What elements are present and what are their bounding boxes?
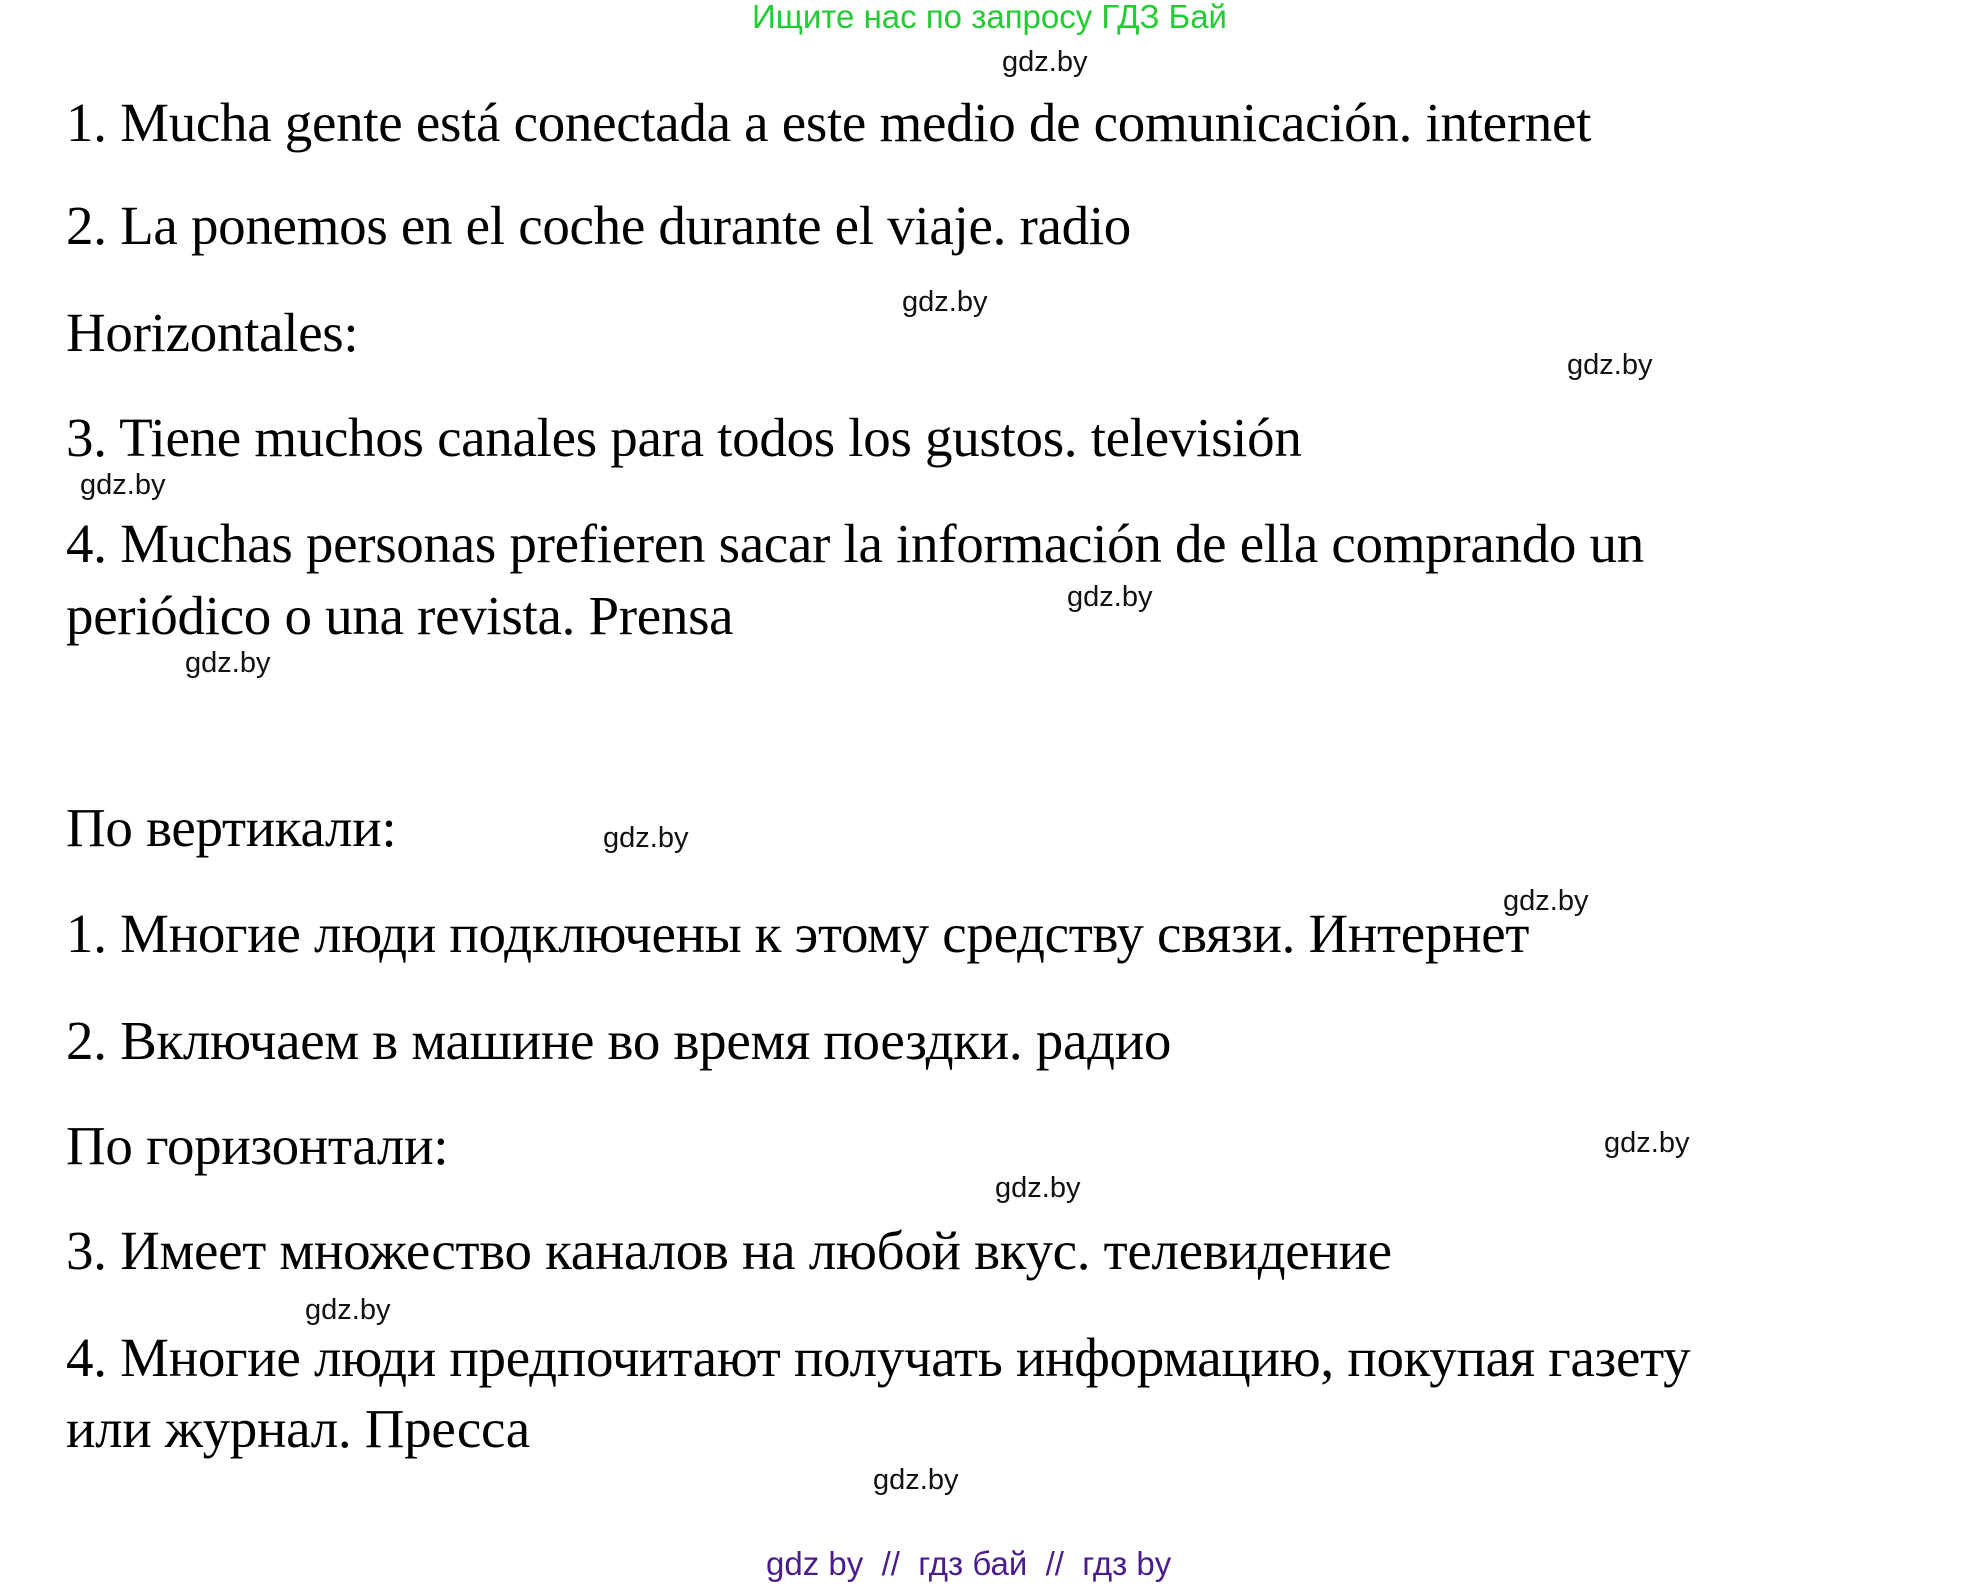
spanish-horizontal-heading: Horizontales: [66,302,359,363]
watermark: gdz.by [1067,581,1153,613]
watermark: gdz.by [1567,349,1653,381]
russian-horizontal-heading: По горизонтали: [66,1115,449,1176]
russian-horizontal-item-3: 3. Имеет множество каналов на любой вкус. телевидение [66,1220,1392,1281]
search-banner-text: Ищите нас по запросу ГДЗ Бай [752,0,1227,35]
footer-site-links: gdz by // гдз бай // гдз by [766,1545,1172,1582]
watermark: gdz.by [873,1464,959,1496]
russian-vertical-item-1: 1. Многие люди подключены к этому средству связи. Интернет [66,903,1530,964]
watermark: gdz.by [902,286,988,318]
search-banner [0,0,1979,36]
watermark: gdz.by [185,647,271,679]
watermark: gdz.by [1604,1127,1690,1159]
watermark: gdz.by [1503,885,1589,917]
russian-horizontal-item-4-line-2: или журнал. Пресса [66,1398,530,1459]
watermark: gdz.by [80,469,166,501]
spanish-vertical-item-1: 1. Mucha gente está conectada a este medio de comunicación. internet [66,92,1592,153]
watermark: gdz.by [603,822,689,854]
spanish-horizontal-item-4-line-2: periódico o una revista. Prensa [66,585,734,646]
russian-vertical-heading: По вертикали: [66,797,397,858]
spanish-horizontal-item-3: 3. Tiene muchos canales para todos los gustos. televisión [66,407,1302,468]
spanish-horizontal-item-4-line-1: 4. Muchas personas prefieren sacar la información de ella comprando un [66,513,1644,574]
watermark: gdz.by [995,1172,1081,1204]
watermark: gdz.by [1002,46,1088,78]
watermark: gdz.by [305,1294,391,1326]
russian-vertical-item-2: 2. Включаем в машине во время поездки. радио [66,1010,1172,1071]
spanish-vertical-item-2: 2. La ponemos en el coche durante el viaje. radio [66,195,1131,256]
russian-horizontal-item-4-line-1: 4. Многие люди предпочитают получать информацию, покупая газету [66,1327,1691,1388]
